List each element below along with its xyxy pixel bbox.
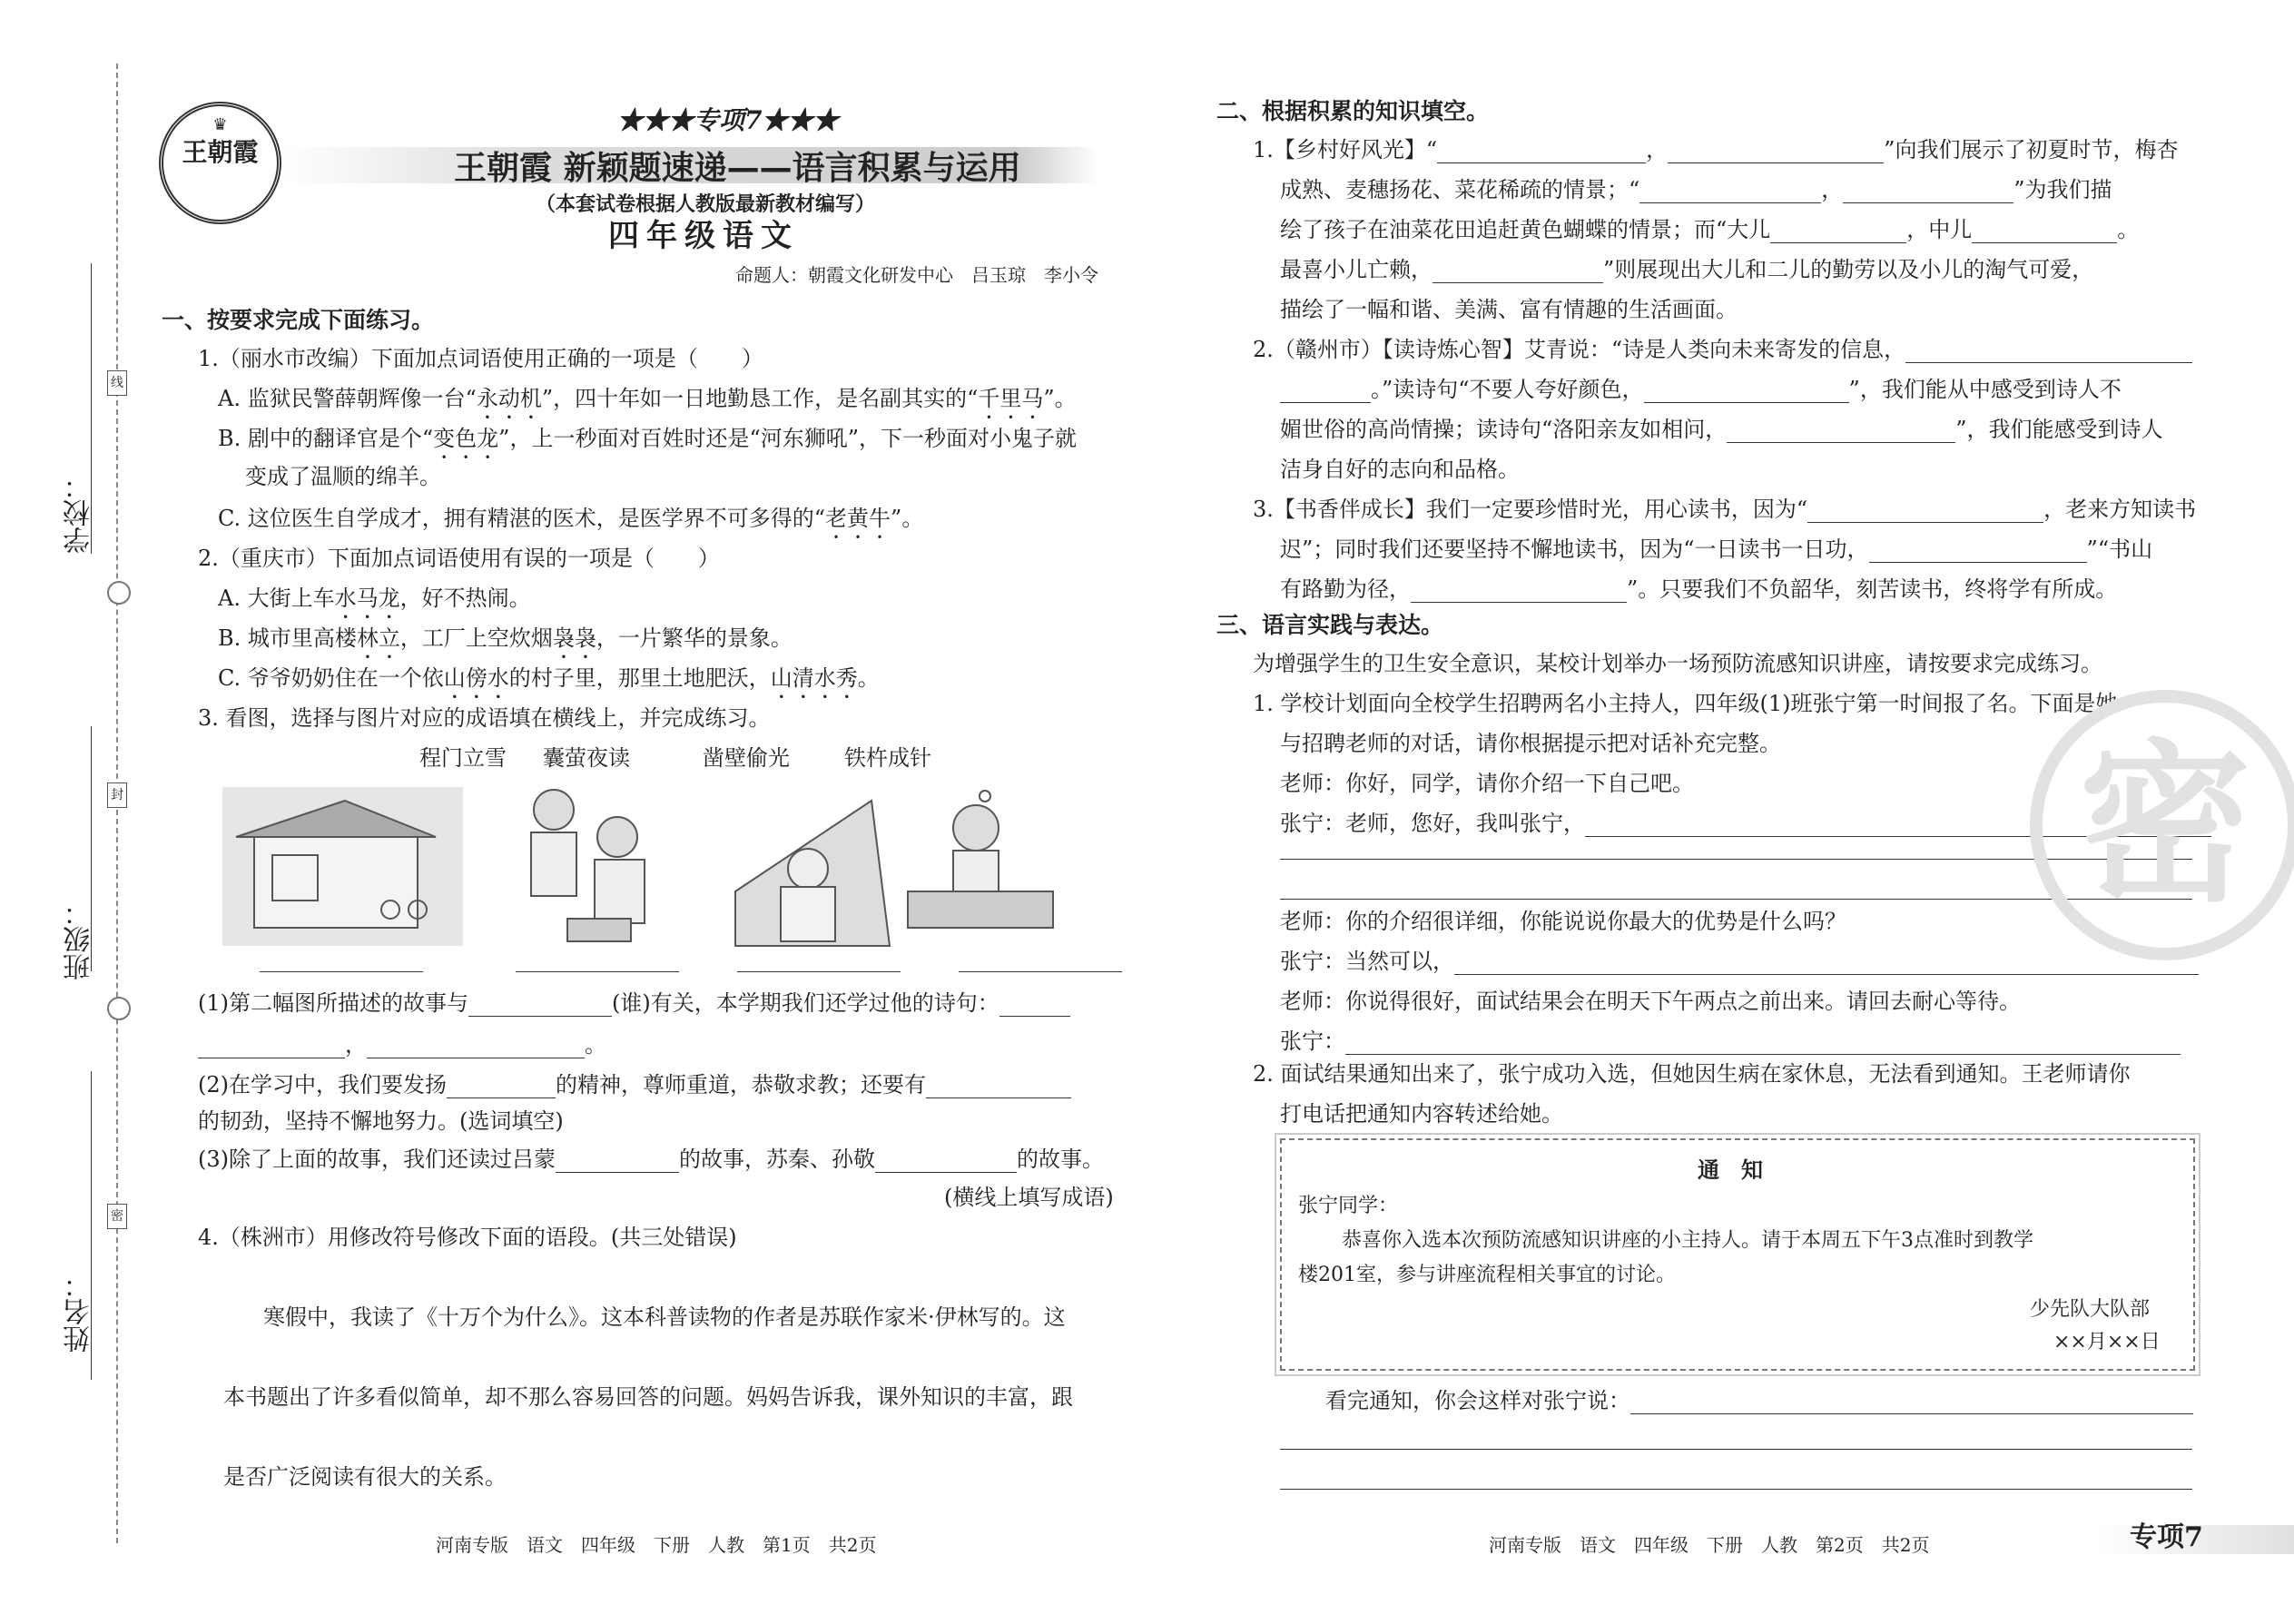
question-stem: 1.（丽水市改编）下面加点词语使用正确的一项是（ ）: [198, 346, 763, 371]
text-line: 描绘了一幅和谐、美满、富有情趣的生活画面。: [1280, 297, 1738, 322]
question-stem-cont: 与招聘老师的对话，请你根据提示把对话补充完整。: [1280, 731, 1781, 756]
binding-ring-icon: [107, 581, 131, 605]
fill-line: 1.【乡村好风光】“ ， ”向我们展示了初夏时节，梅杏: [1253, 137, 2179, 162]
intro-text: 为增强学生的卫生安全意识，某校计划举办一场预防流感知识讲座，请按要求完成练习。: [1253, 651, 2102, 676]
section-heading: 二、根据积累的知识填空。: [1216, 98, 1490, 124]
fill-line: 2.（赣州市）【读诗炼心智】艾青说：“诗是人类向未来寄发的信息，: [1253, 336, 2192, 363]
question-stem: 4.（株洲市）用修改符号修改下面的语段。(共三处错误): [198, 1225, 737, 1250]
notice-recipient: 张宁同学：: [1298, 1195, 1399, 1217]
idiom-option: 程门立雪: [419, 745, 507, 771]
option-a[interactable]: A. 大街上车水马龙，好不热闹。: [218, 586, 531, 611]
illustration-firefly-reading: [531, 790, 645, 941]
answer-blank[interactable]: [260, 971, 423, 972]
option-c[interactable]: C. 这位医生自学成才，拥有精湛的医术，是医学界不可多得的“老黄牛”。: [218, 506, 924, 531]
story-illustrations: [218, 782, 1126, 950]
idiom-option: 囊萤夜读: [543, 745, 630, 771]
dialogue-teacher: 老师：你的介绍很详细，你能说说你最大的优势是什么吗？: [1280, 909, 1846, 934]
option-a[interactable]: A. 监狱民警薛朝辉像一台“永动机”，四十年如一日地勤恳工作，是名副其实的“千里马”。: [218, 386, 1077, 411]
fill-line: 。”读诗句“不要人夸好颜色， ”，我们能从中感受到诗人不: [1280, 376, 2122, 403]
notice-body: 楼201室，参与讲座流程相关事宜的讨论。: [1298, 1264, 1676, 1286]
fill-line: 最喜小儿亡赖， ”则展现出大儿和二儿的勤劳以及小儿的淘气可爱，: [1280, 257, 2094, 282]
name-label: 姓名：: [64, 1271, 95, 1353]
question-stem: 2.（重庆市）下面加点词语使用有误的一项是（ ）: [198, 546, 720, 571]
class-label: 班级：: [64, 899, 95, 980]
dialogue-student: 张宁：当然可以，: [1280, 948, 2199, 975]
grade-title: 四年级语文: [608, 218, 799, 254]
answer-blank[interactable]: [737, 971, 901, 972]
passage-line: 本书题出了许多看似简单，却不那么容易回答的问题。妈妈告诉我，课外知识的丰富，跟: [223, 1384, 1073, 1410]
sub-question: (2)在学习中，我们要发扬 的精神，尊师重道，恭敬求教；还要有: [198, 1071, 1071, 1098]
fill-line: 3.【书香伴成长】我们一定要珍惜时光，用心读书，因为“ ，老来方知读书: [1253, 497, 2197, 522]
question-stem: 2. 面试结果通知出来了，张宁成功入选，但她因生病在家休息，无法看到通知。王老师请你: [1253, 1061, 2131, 1087]
notice-date: ××月××日: [2053, 1331, 2161, 1353]
school-label: 学校：: [64, 472, 95, 554]
series-tag: 专项7: [2130, 1521, 2203, 1553]
dialogue-teacher: 老师：你好，同学，请你介绍一下自己吧。: [1280, 771, 1694, 796]
answer-blank[interactable]: [516, 971, 679, 972]
binding-ring-icon: [107, 997, 131, 1020]
dialogue-student: 张宁：老师，您好，我叫张宁，: [1280, 810, 2211, 837]
answer-blank[interactable]: [959, 971, 1122, 972]
text-line: 洁身自好的志向和品格。: [1280, 457, 1520, 482]
brand-logo: ♛ 王朝霞: [159, 102, 281, 224]
subtitle: （本套试卷根据人教版最新教材编写）: [536, 192, 876, 216]
question-stem: 3. 看图，选择与图片对应的成语填在横线上，并完成练习。: [198, 705, 771, 731]
illustration-wall-light: [735, 801, 890, 946]
authors: 命题人：朝霞文化研发中心 吕玉琼 李小令: [735, 264, 1098, 286]
option-b-cont: 变成了温顺的绵羊。: [245, 464, 441, 489]
seal-seal-mark: 封: [107, 782, 127, 808]
sub-question: (3)除了上面的故事，我们还读过吕蒙 的故事，苏秦、孙敬 的故事。: [198, 1147, 1104, 1172]
sub-question-cont: 的韧劲，坚持不懈地努力。(选词填空): [198, 1108, 564, 1134]
footer-left: 河南专版 语文 四年级 下册 人教 第1页 共2页: [436, 1534, 877, 1556]
fill-line: 媚世俗的高尚情操；读诗句“洛阳亲友如相问， ”，我们能感受到诗人: [1280, 417, 2163, 442]
notice-title: 通 知: [1698, 1156, 1763, 1183]
answer-line[interactable]: [1280, 1449, 2192, 1450]
section-heading: 一、按要求完成下面练习。: [162, 307, 435, 333]
fill-line: 迟”；同时我们还要坚持不懈地读书，因为“一日读书一日功， ”“书山: [1280, 536, 2153, 562]
passage-line: 寒假中，我读了《十万个为什么》。这本科普读物的作者是苏联作家米·伊林写的。这: [263, 1304, 1066, 1330]
option-c[interactable]: C. 爷爷奶奶住在一个依山傍水的村子里，那里土地肥沃，山清水秀。: [218, 665, 880, 691]
answer-line[interactable]: [1280, 1489, 2192, 1490]
dialogue-student: 张宁：: [1280, 1028, 2181, 1055]
question-stem: 1. 学校计划面向全校学生招聘两名小主持人，四年级(1)班张宁第一时间报了名。下面是她: [1253, 691, 2118, 716]
sub-question-cont: ， 。: [198, 1031, 606, 1058]
notice-signature: 少先队大队部: [2030, 1298, 2151, 1321]
notice-body: 恭喜你入选本次预防流感知识讲座的小主持人。请于本周五下午3点准时到教学: [1342, 1229, 2033, 1252]
fill-line: 成熟、麦穗扬花、菜花稀疏的情景；“ ， ”为我们描: [1280, 177, 2112, 202]
answer-prompt: 看完通知，你会这样对张宁说：: [1325, 1387, 2193, 1414]
idiom-option: 铁杵成针: [844, 745, 931, 771]
page-title: 王朝霞 新颖题速递——语言积累与运用: [454, 149, 1021, 187]
footer-right: 河南专版 语文 四年级 下册 人教 第2页 共2页: [1489, 1534, 1930, 1556]
fill-line: 有路勤为径， ”。只要我们不负韶华，刻苦读书，终将学有所成。: [1280, 576, 2118, 602]
passage-line: 是否广泛阅读有很大的关系。: [223, 1464, 507, 1490]
option-b[interactable]: B. 城市里高楼林立，工厂上空炊烟袅袅，一片繁华的景象。: [218, 625, 793, 651]
dialogue-teacher: 老师：你说得很好，面试结果会在明天下午两点之前出来。请回去耐心等待。: [1280, 989, 2021, 1014]
option-b[interactable]: B. 剧中的翻译官是个“变色龙”，上一秒面对百姓时还是“河东狮吼”，下一秒面对小鬼子就: [218, 426, 1077, 451]
seal-closed-mark: 密: [107, 1204, 127, 1229]
illustration-snow-gate: [222, 787, 463, 946]
fill-line: 绘了孩子在油菜花田追赶黄色蝴蝶的情景；而“大儿 ，中儿 。: [1280, 217, 2140, 242]
seal-line-mark: 线: [107, 370, 127, 396]
watermark-seal: 密: [2030, 690, 2294, 960]
idiom-option: 凿壁偷光: [703, 745, 790, 771]
section-heading: 三、语言实践与表达。: [1216, 612, 1444, 638]
sub-question: (1)第二幅图所描述的故事与 (谁)有关，本学期我们还学过他的诗句：: [198, 989, 1070, 1017]
series-badge: ★★★专项7★★★: [617, 105, 839, 135]
question-stem-cont: 打电话把通知内容转述给她。: [1280, 1101, 1563, 1127]
fill-note: (横线上填写成语): [944, 1185, 1114, 1210]
illustration-iron-pestle: [908, 791, 1053, 928]
